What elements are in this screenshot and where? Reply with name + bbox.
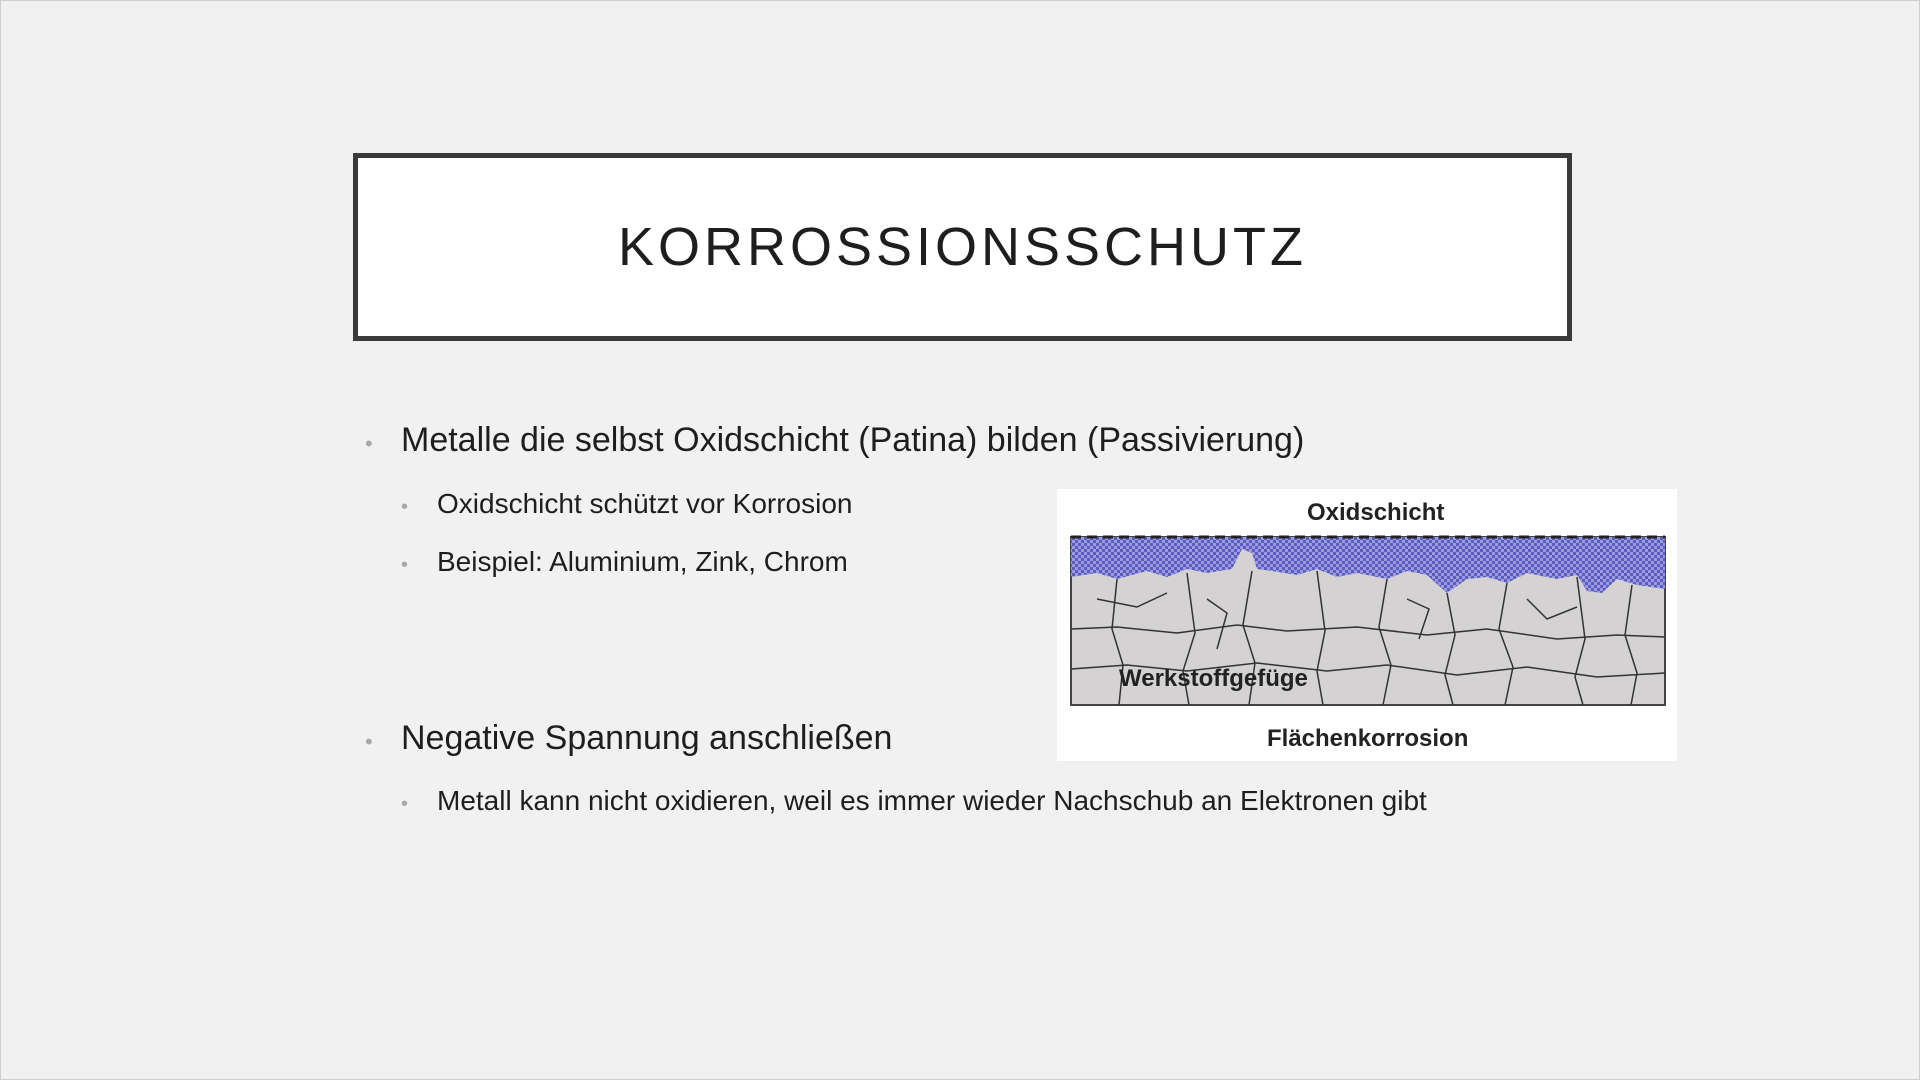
bullet-dot-icon: •: [401, 554, 409, 576]
sub-bullet-text: Metall kann nicht oxidieren, weil es immer wieder Nachschub an Elektronen gibt: [437, 785, 1427, 816]
oxide-label: Oxidschicht: [1307, 499, 1445, 526]
sub-bullet-item: [401, 785, 1427, 817]
oxide-diagram: [1057, 489, 1677, 761]
bullet-item: [365, 719, 892, 758]
bullet-text: Metalle die selbst Oxidschicht (Patina) bilden (Passivierung): [401, 421, 1305, 459]
material-structure-label: Werkstoffgefüge: [1119, 665, 1308, 692]
surface-corrosion-label: Flächenkorrosion: [1267, 725, 1469, 752]
slide-title: KORROSSIONSSCHUTZ: [617, 217, 1308, 277]
oxide-layer-figure: [1057, 489, 1677, 761]
sub-bullet-text: Oxidschicht schützt vor Korrosion: [437, 488, 853, 519]
bullet-text: Negative Spannung anschließen: [401, 719, 893, 757]
bullet-dot-icon: •: [401, 793, 409, 815]
bullet-item: [365, 421, 1304, 460]
sub-bullet-text: Beispiel: Aluminium, Zink, Chrom: [437, 546, 848, 577]
bullet-dot-icon: •: [401, 496, 409, 518]
title-box: [353, 153, 1572, 341]
bullet-dot-icon: •: [365, 431, 373, 456]
sub-bullet-item: [401, 546, 848, 578]
sub-bullet-item: [401, 488, 853, 520]
bullet-dot-icon: •: [365, 729, 373, 754]
